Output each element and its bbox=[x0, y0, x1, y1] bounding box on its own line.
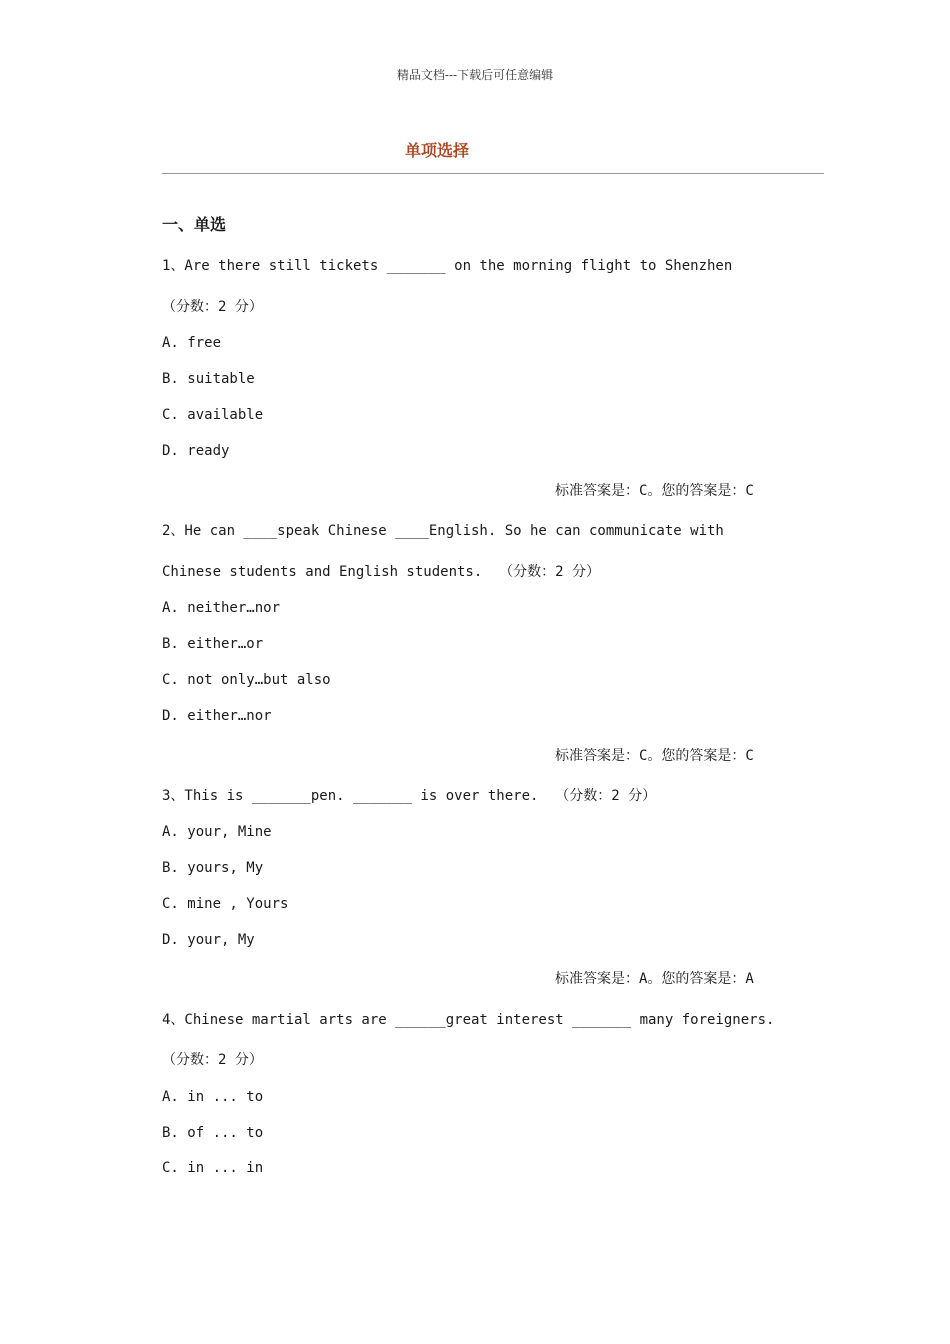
option-d: D. your, My bbox=[162, 932, 255, 948]
question-text: 4、Chinese martial arts are ______great interest _______ many foreigners. bbox=[162, 1012, 775, 1028]
option-b: B. yours, My bbox=[162, 860, 264, 876]
answer-line: 标准答案是：A。您的答案是：A bbox=[555, 971, 754, 987]
option-a: A. your, Mine bbox=[162, 824, 272, 840]
option-a: A. in ... to bbox=[162, 1089, 264, 1105]
question-text: 1、Are there still tickets _______ on the morning flight to Shenzhen bbox=[162, 258, 733, 274]
option-c: C. in ... in bbox=[162, 1160, 264, 1176]
header-note: 精品文档---下载后可任意编辑 bbox=[396, 68, 554, 82]
question-text: 3、This is _______pen. _______ is over there. （分数：2 分） bbox=[162, 788, 657, 804]
option-a: A. neither…nor bbox=[162, 600, 281, 616]
option-a: A. free bbox=[162, 335, 222, 351]
option-d: D. ready bbox=[162, 443, 230, 459]
option-b: B. of ... to bbox=[162, 1125, 264, 1141]
answer-line: 标准答案是：C。您的答案是：C bbox=[555, 748, 754, 764]
option-c: C. not only…but also bbox=[162, 672, 331, 688]
question-score: （分数：2 分） bbox=[162, 1052, 263, 1068]
question-score: （分数：2 分） bbox=[162, 299, 263, 315]
option-d: D. either…nor bbox=[162, 708, 272, 724]
option-b: B. suitable bbox=[162, 371, 255, 387]
section-heading: 一、单选 bbox=[162, 215, 227, 234]
title-divider bbox=[162, 173, 824, 174]
question-text-continued: Chinese students and English students. （分数：2 分） bbox=[162, 564, 601, 580]
answer-line: 标准答案是：C。您的答案是：C bbox=[555, 483, 754, 499]
option-b: B. either…or bbox=[162, 636, 264, 652]
option-c: C. available bbox=[162, 407, 264, 423]
question-text: 2、He can ____speak Chinese ____English. So he can communicate with bbox=[162, 523, 724, 539]
page-title: 单项选择 bbox=[404, 141, 469, 160]
option-c: C. mine , Yours bbox=[162, 896, 289, 912]
